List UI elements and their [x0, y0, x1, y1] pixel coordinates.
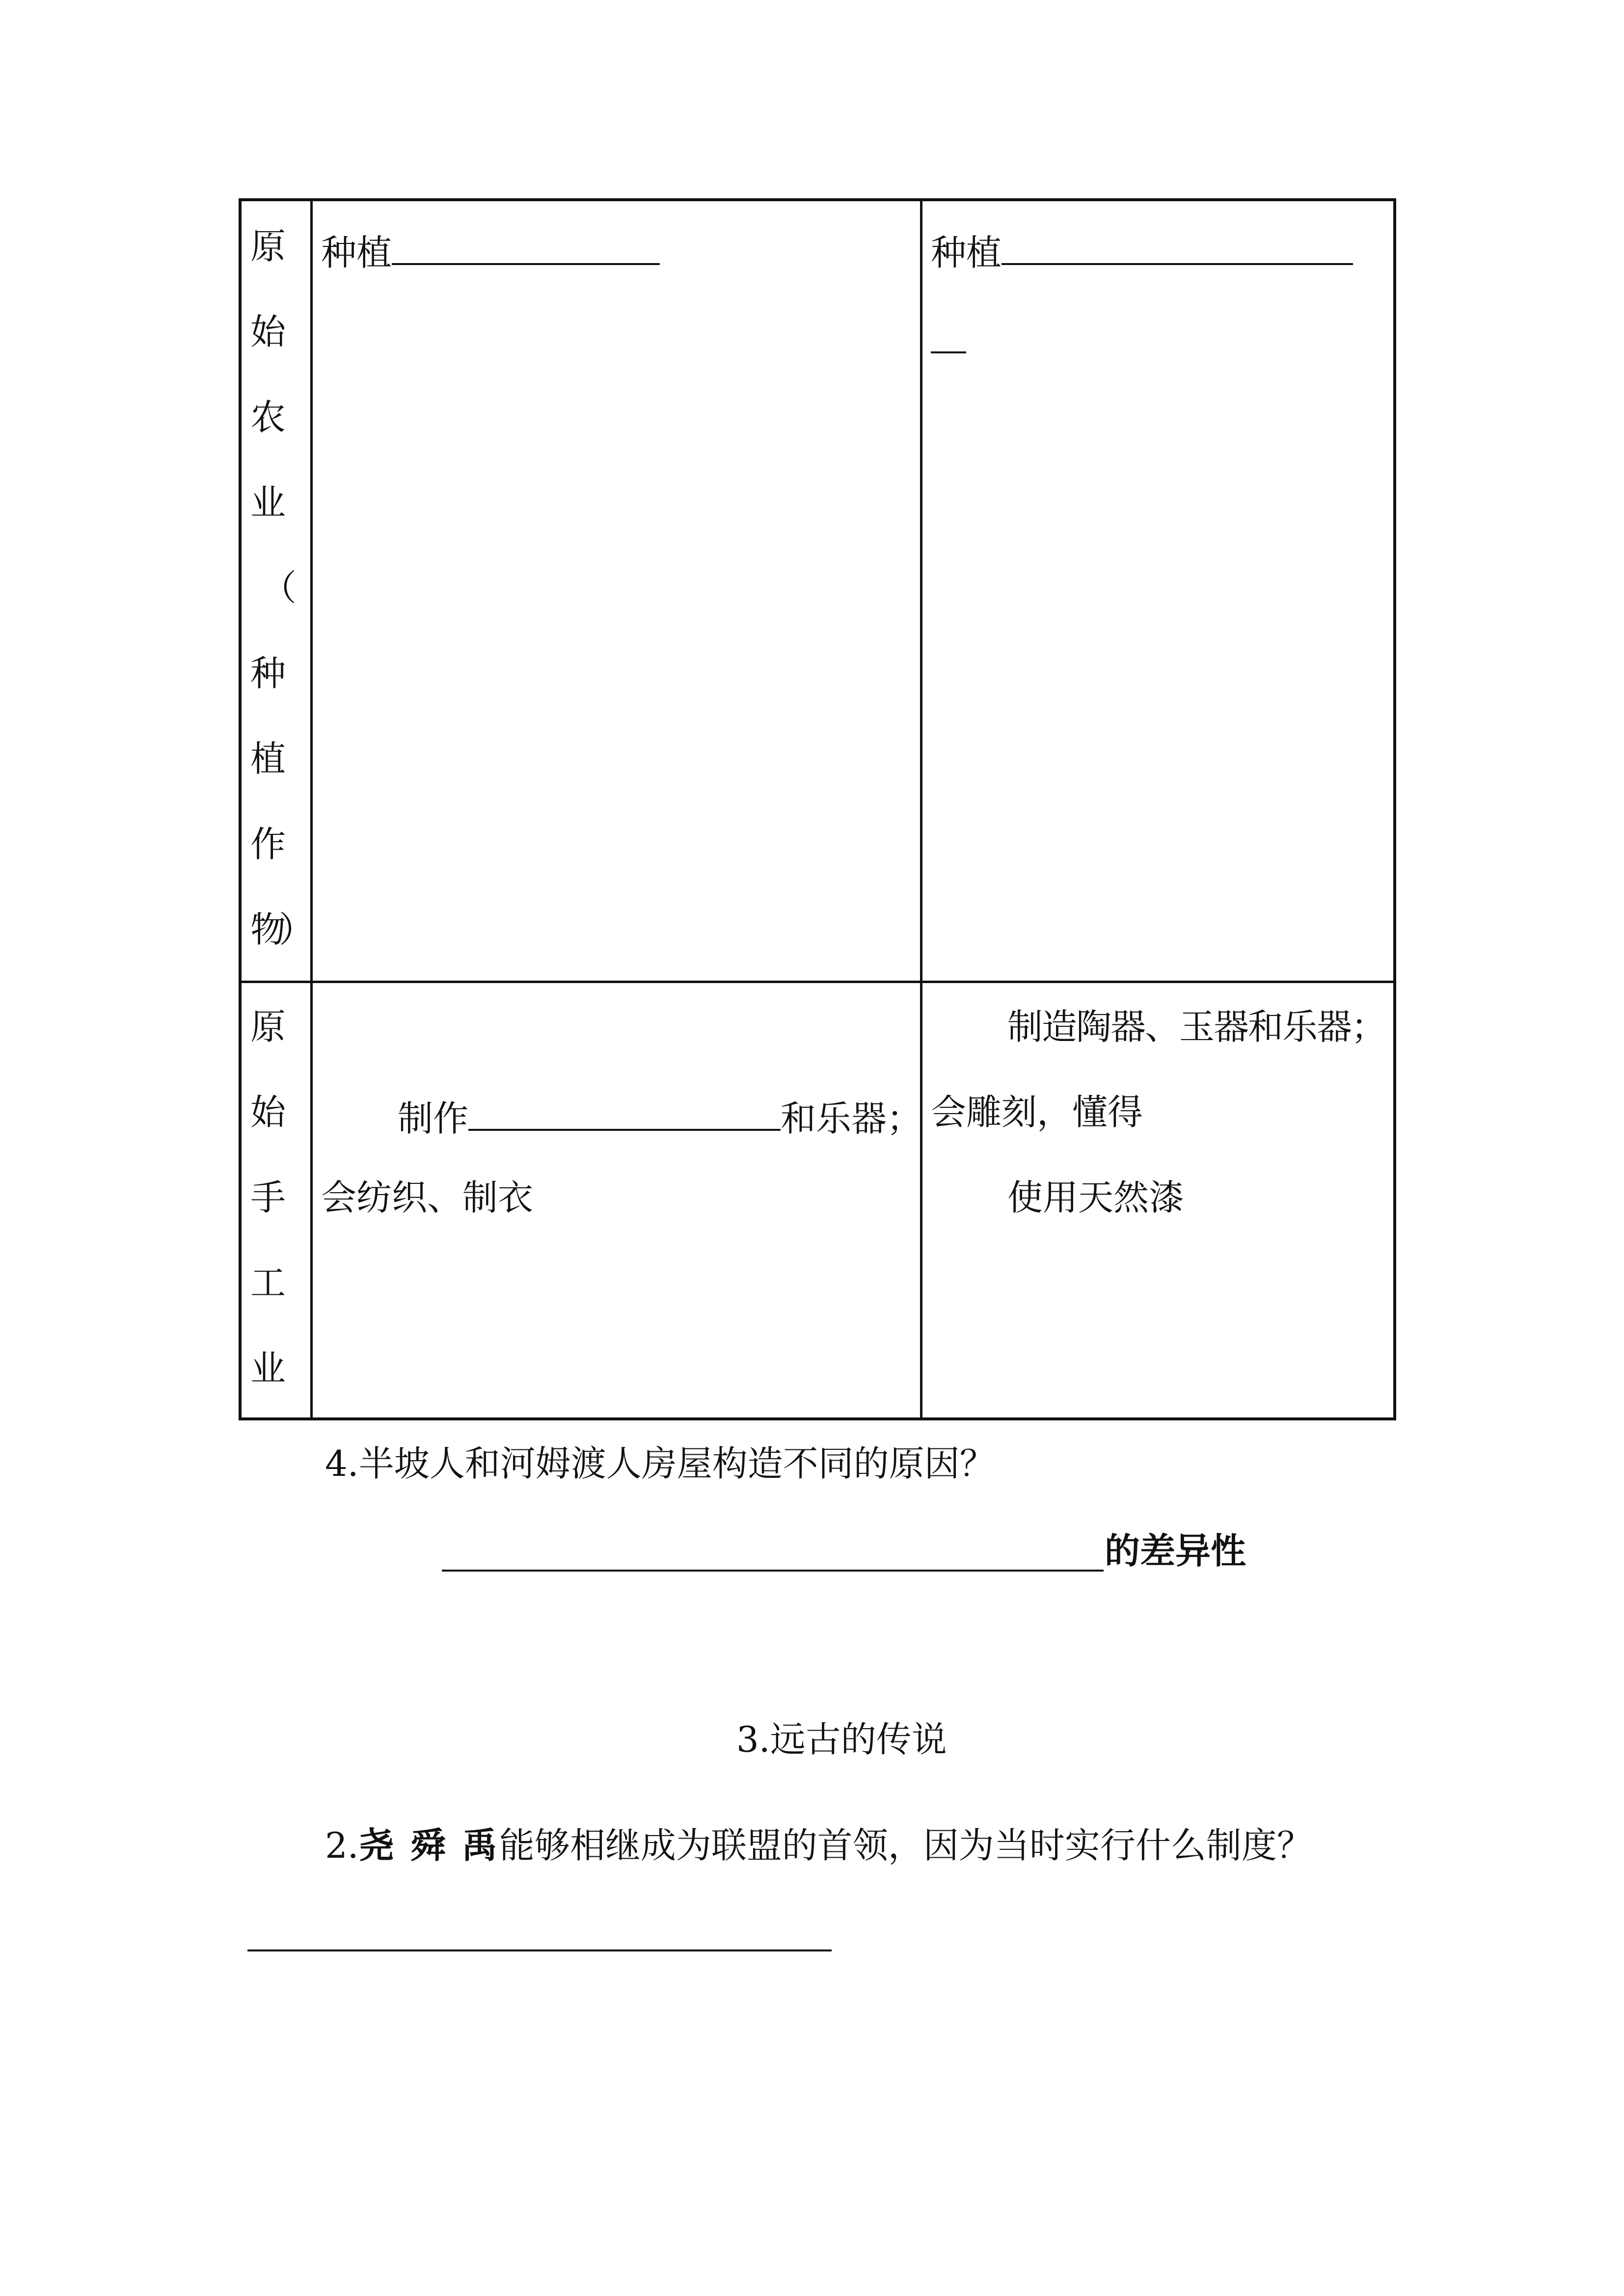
- leader-names: 尧 舜 禹: [358, 1825, 499, 1866]
- table-divider: [920, 201, 922, 1417]
- header-char: 业: [250, 482, 286, 523]
- header-char: 手: [250, 1177, 286, 1218]
- section-title: 3.远古的传说: [736, 1719, 947, 1760]
- header-char: 作: [250, 824, 286, 865]
- answer-blank[interactable]: [468, 1095, 781, 1131]
- question-4: 4.半坡人和河姆渡人房屋构造不同的原因？: [325, 1443, 995, 1484]
- cell-banpo-handicraft-line2: 会纺织、制衣: [321, 1177, 534, 1218]
- answer-blank[interactable]: [1001, 229, 1353, 265]
- header-char: 工: [250, 1262, 286, 1304]
- comparison-table: [239, 198, 1396, 1420]
- answer-blank[interactable]: [247, 1949, 832, 1951]
- header-char: 始: [250, 1092, 286, 1133]
- header-char: 原: [250, 1006, 286, 1047]
- table-divider: [242, 981, 1393, 983]
- header-char: 业: [250, 1348, 286, 1389]
- cell-hemudu-handicraft-line1: 制造陶器、玉器和乐器；: [1007, 1006, 1386, 1047]
- header-char: （: [261, 567, 297, 609]
- answer-suffix: 的差异性: [1105, 1530, 1246, 1572]
- crop-label: 种植: [321, 232, 392, 273]
- question-text: 能够相继成为联盟的首领，因为当时实行什么制度？: [499, 1825, 1312, 1866]
- question-2: [325, 1825, 1312, 1866]
- cell-banpo-handicraft-line1: 制作 和乐器；: [398, 1095, 922, 1136]
- crop-label: 种植: [931, 232, 1002, 273]
- table-divider: [310, 201, 313, 1417]
- header-char: 农: [250, 397, 286, 438]
- cell-hemudu-handicraft-line2: 会雕刻，懂得: [931, 1092, 1143, 1133]
- header-char: 物）: [250, 909, 308, 950]
- header-char: 始: [250, 311, 286, 352]
- header-char: 种: [250, 653, 286, 694]
- answer-blank[interactable]: [392, 229, 660, 265]
- header-char: 原: [250, 226, 286, 267]
- answer-blank[interactable]: [442, 1570, 1104, 1572]
- cell-banpo-agriculture: [321, 229, 660, 273]
- cell-hemudu-agriculture: [931, 229, 1353, 273]
- header-char: 植: [250, 738, 286, 779]
- answer-blank-continuation[interactable]: [931, 351, 966, 353]
- question-number: 2.: [325, 1825, 359, 1866]
- cell-hemudu-handicraft-line3: 使用天然漆: [1007, 1177, 1185, 1218]
